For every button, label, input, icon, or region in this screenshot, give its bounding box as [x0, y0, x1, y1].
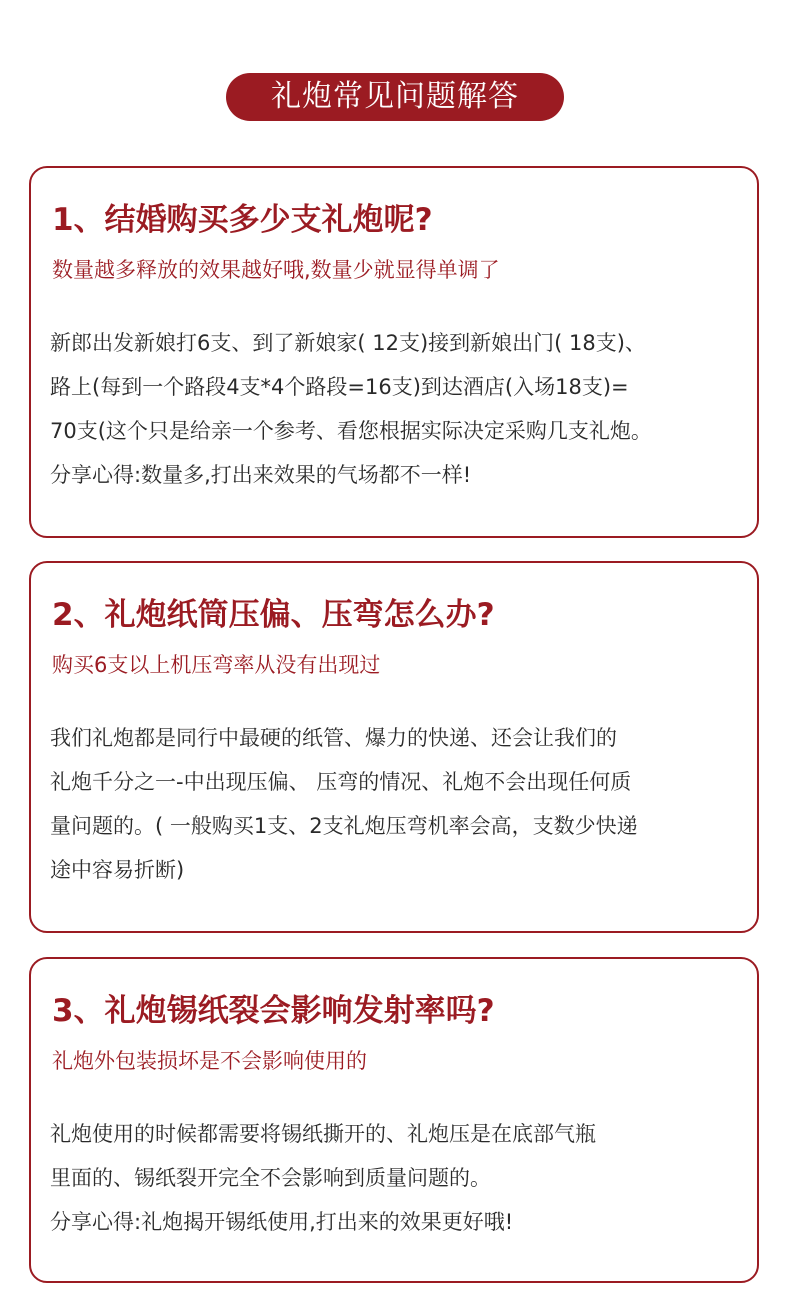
faq-body-line: 路上(每到一个路段4支*4个路段=16支)到达酒店(入场18支)=	[50, 375, 629, 399]
faq-body-line: 分享心得:礼炮揭开锡纸使用,打出来的效果更好哦!	[50, 1210, 514, 1234]
faq-body-line: 量问题的。( 一般购买1支、2支礼炮压弯机率会高，支数少快递	[50, 814, 638, 838]
faq-answer-summary-2: 购买6支以上机压弯率从没有出现过	[52, 653, 381, 677]
faq-body-line: 70支(这个只是给亲一个参考、看您根据实际决定采购几支礼炮。	[50, 419, 652, 443]
faq-body-line: 分享心得:数量多,打出来效果的气场都不一样!	[50, 463, 472, 487]
faq-body-line: 里面的、锡纸裂开完全不会影响到质量问题的。	[50, 1166, 491, 1190]
faq-body-line: 新郎出发新娘打6支、到了新娘家( 12支)接到新娘出门( 18支)、	[50, 331, 646, 355]
faq-question-1: 1、结婚购买多少支礼炮呢?	[52, 202, 433, 238]
faq-question-3: 3、礼炮锡纸裂会影响发射率吗?	[52, 993, 495, 1029]
faq-card-2	[29, 561, 759, 933]
faq-body-line: 我们礼炮都是同行中最硬的纸管、爆力的快递、还会让我们的	[50, 726, 617, 750]
faq-body-line: 礼炮使用的时候都需要将锡纸撕开的、礼炮压是在底部气瓶	[50, 1122, 596, 1146]
faq-card-3	[29, 957, 759, 1283]
faq-question-2: 2、礼炮纸筒压偏、压弯怎么办?	[52, 597, 495, 633]
faq-card-1	[29, 166, 759, 538]
faq-body-line: 途中容易折断)	[50, 858, 185, 882]
faq-answer-body-3	[50, 1112, 760, 1244]
page-title: 礼炮常见问题解答	[226, 73, 564, 121]
faq-body-line: 礼炮千分之一-中出现压偏、 压弯的情况、礼炮不会出现任何质	[50, 770, 632, 794]
faq-answer-body-1	[50, 321, 760, 497]
faq-answer-body-2	[50, 716, 760, 892]
faq-answer-summary-1: 数量越多释放的效果越好哦,数量少就显得单调了	[52, 258, 500, 282]
faq-answer-summary-3: 礼炮外包装损坏是不会影响使用的	[52, 1049, 367, 1073]
